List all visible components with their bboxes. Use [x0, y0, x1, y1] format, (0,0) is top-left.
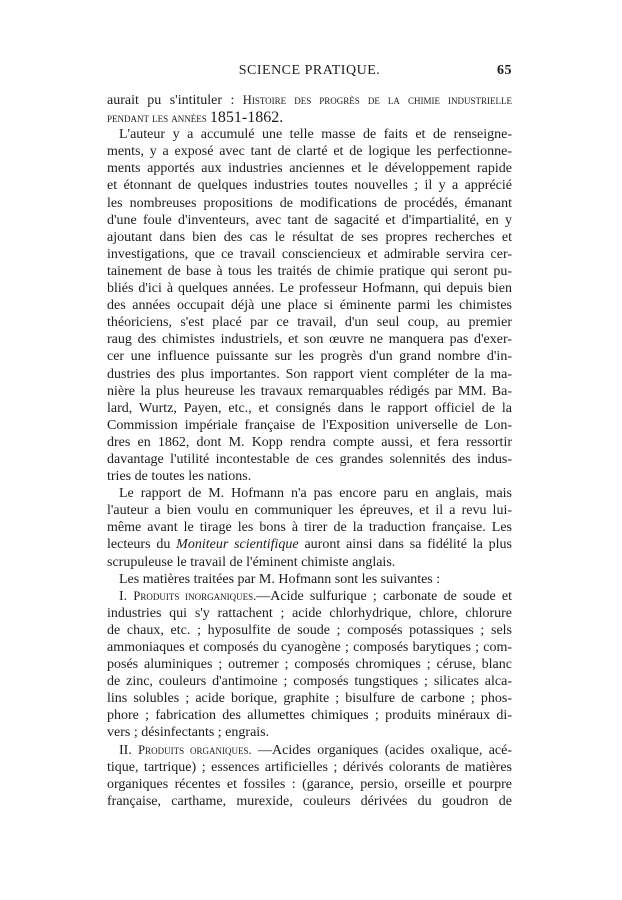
text-span: tainement de base à tous les traités de chimie pratique qui seront pu- [107, 263, 512, 279]
text-span: ments, y a exposé avec tant de clarté et de logique les perfectionne- [107, 144, 512, 160]
text-span: des années occupait déjà une place si éminente parmi les chimistes [107, 298, 512, 314]
italic-title: Moniteur scientifique [176, 537, 299, 553]
text-line [107, 143, 512, 160]
text-span: française, carthame, murexide, couleurs dérivées du goudron de [107, 793, 512, 809]
text-span: les nombreuses propositions de modifications de procédés, émanant [107, 195, 512, 211]
text-line [107, 759, 512, 776]
text-line [107, 673, 512, 690]
text-line [107, 434, 512, 451]
text-span: ments apportés aux industries anciennes et le développement rapide [107, 161, 512, 177]
text-span: —Acides organiques (acides oxalique, acé- [251, 742, 512, 758]
text-span: l'auteur a bien voulu en communiquer les épreuves, et il a revu lui- [107, 503, 512, 519]
text-line [107, 622, 512, 639]
text-span: cer une influence puissante sur les progrès d'un grand nombre d'in- [107, 349, 512, 365]
text-span: d'une foule d'inventeurs, avec tant de sagacité et d'impartialité, en y [107, 212, 512, 228]
text-line [107, 554, 512, 571]
text-line [107, 331, 512, 348]
text-line [107, 195, 512, 212]
text-line [107, 246, 512, 263]
text-span: —Acide sulfurique ; carbonate de soude et [256, 588, 512, 604]
text-line [107, 485, 512, 502]
running-title: SCIENCE PRATIQUE. [238, 63, 381, 78]
text-span: lecteurs du [107, 537, 177, 553]
text-span: aurait pu s'intituler : [107, 93, 243, 108]
text-line [107, 588, 512, 605]
text-span: Les matières traitées par M. Hofmann sont les suivantes : [119, 571, 441, 587]
text-span: lard, Wurtz, Payen, etc., et consignés dans le rapport officiel de la [107, 400, 512, 416]
text-span: dres en 1862, dont M. Kopp rendra compte aussi, et fera ressortir [107, 434, 512, 450]
text-span: ajoutant dans bien des cas le résultat de ses propres recherches et [107, 229, 512, 245]
text-line [107, 263, 512, 280]
page-number: 65 [497, 63, 512, 78]
text-line [107, 109, 512, 126]
text-line [107, 639, 512, 656]
text-line [107, 400, 512, 417]
text-line [107, 690, 512, 707]
text-span: vers ; désinfectants ; engrais. [107, 725, 270, 741]
text-span: investigations, que ce travail consciencieux et admirable servira cer- [107, 246, 512, 262]
text-span: lins solubles ; acide borique, graphite ; bisulfure de carbone ; phos- [107, 691, 512, 707]
text-span: de chaux, etc. ; hyposulfite de soude ; composés potassiques ; sels [107, 622, 512, 638]
text-line [107, 502, 512, 519]
text-line [107, 212, 512, 229]
text-span: tique, tartrique) ; essences artificielles ; dérivés colorants de matières [107, 759, 512, 775]
text-span: bliés d'ici à quelques années. Le professeur Hofmann, qui depuis bien [107, 281, 512, 297]
text-line [107, 707, 512, 724]
text-line [107, 92, 512, 109]
text-line [107, 468, 512, 485]
text-line [107, 519, 512, 536]
text-line [107, 793, 512, 810]
text-span: tries de toutes les nations. [107, 469, 252, 485]
text-line [107, 605, 512, 622]
text-line [107, 383, 512, 400]
text-span: ammoniaques et composés du cyanogène ; composés barytiques ; com- [107, 640, 512, 655]
text-span: de zinc, couleurs d'antimoine ; composés tungstiques ; silicates alca- [107, 674, 512, 690]
text-span: davantage l'utilité incontestable de ces grandes solennités des indus- [107, 451, 512, 467]
text-line [107, 229, 512, 246]
text-span: posés aluminiques ; outremer ; composés chromiques ; céruse, blanc [107, 657, 512, 673]
text-line [107, 776, 512, 793]
text-line [107, 177, 512, 194]
text-span: et étonnant de quelques industries toutes nouvelles ; il y a apprécié [107, 178, 512, 194]
text-span: nière la plus heureuse les travaux remarquables rédigés par MM. Ba- [107, 383, 512, 399]
text-span: même avant le tirage les bons à tirer de la traduction française. Les [107, 520, 512, 536]
text-line [107, 348, 512, 365]
text-span: théoriciens, s'est placé par ce travail, d'un seul coup, au premier [107, 315, 512, 331]
text-span: dustries des plus importantes. Son rapport vient compléter de la ma- [107, 366, 512, 382]
small-caps-heading: pendant les années [107, 111, 210, 126]
text-span: I. [119, 588, 134, 604]
text-span: industries qui s'y rattachent ; acide chlorhydrique, chlore, chlorure [107, 605, 512, 621]
text-line [107, 126, 512, 143]
running-header [107, 63, 512, 81]
text-line [107, 160, 512, 177]
text-span: Le rapport de M. Hofmann n'a pas encore paru en anglais, mais [119, 486, 512, 502]
body-text [107, 92, 512, 810]
text-span: raug des chimistes industriels, et son œuvre ne manquera pas d'exer- [107, 332, 512, 348]
text-span: organiques récentes et fossiles : (garance, persio, orseille et pourpre [107, 776, 512, 792]
text-span: II. [119, 742, 139, 758]
small-caps-heading: Produits organiques. [138, 742, 252, 757]
text-line [107, 742, 512, 759]
text-line [107, 314, 512, 331]
text-line [107, 724, 512, 741]
text-line [107, 297, 512, 314]
text-span: L'auteur y a accumulé une telle masse de faits et de renseigne- [119, 127, 512, 143]
text-line [107, 656, 512, 673]
text-span: phore ; fabrication des allumettes chimiques ; produits minéraux di- [107, 708, 512, 724]
small-caps-heading: Produits inorganiques. [133, 588, 257, 603]
text-line [107, 451, 512, 468]
text-span: Commission impériale française de l'Exposition universelle de Lon- [107, 417, 512, 433]
text-line [107, 536, 512, 553]
text-span: scrupuleuse le travail de l'éminent chimiste anglais. [107, 554, 396, 570]
text-line [107, 366, 512, 383]
text-line [107, 417, 512, 434]
text-line [107, 571, 512, 588]
text-span: 1851-1862. [209, 109, 284, 127]
small-caps-heading: Histoire des progrès de la chimie industrielle [242, 93, 512, 107]
text-line [107, 280, 512, 297]
text-span: auront ainsi dans sa fidélité la plus [298, 537, 512, 553]
